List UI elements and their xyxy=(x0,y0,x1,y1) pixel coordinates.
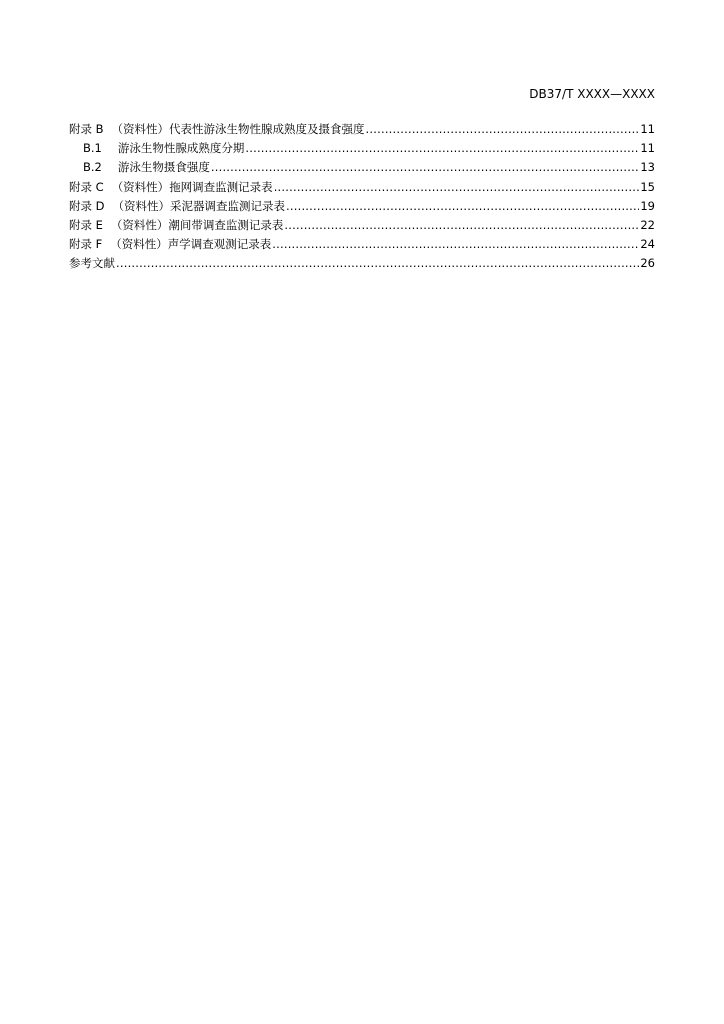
dot-leader xyxy=(274,178,640,197)
toc-note: （资料性） xyxy=(111,122,170,136)
toc-page-number: 22 xyxy=(640,217,655,232)
toc-page-number: 11 xyxy=(640,141,655,156)
toc-page-number: 19 xyxy=(640,198,655,213)
dot-leader xyxy=(245,139,639,158)
toc-entry-appendix-d[interactable] xyxy=(69,197,655,216)
toc-prefix: 附录 B xyxy=(69,122,104,136)
toc-prefix: B.1 xyxy=(83,141,102,156)
toc-title: 代表性游泳生物性腺成熟度及摄食强度 xyxy=(169,122,365,136)
dot-leader xyxy=(211,158,639,177)
toc-note: （资料性） xyxy=(112,198,171,213)
toc-entry-b1[interactable] xyxy=(69,139,655,158)
toc-title: 采泥器调查监测记录表 xyxy=(170,198,286,213)
toc-page-number: 11 xyxy=(640,122,655,136)
toc-entry-appendix-f[interactable] xyxy=(69,235,655,254)
toc-page-number: 24 xyxy=(640,237,655,252)
toc-title: 游泳生物摄食强度 xyxy=(117,160,210,175)
toc-note: （资料性） xyxy=(111,179,170,194)
toc-prefix: 附录 E xyxy=(69,217,103,232)
toc-title: 声学调查观测记录表 xyxy=(167,237,272,252)
toc-entry-references[interactable] xyxy=(69,254,655,273)
toc-prefix: 附录 F xyxy=(69,237,103,252)
toc-prefix: B.2 xyxy=(83,160,102,175)
toc-title: 游泳生物性腺成熟度分期 xyxy=(117,141,245,156)
dot-leader xyxy=(286,197,639,216)
toc-page-number: 26 xyxy=(640,256,655,271)
dot-leader xyxy=(116,254,639,273)
toc-entry-appendix-c[interactable] xyxy=(69,178,655,197)
toc-title: 参考文献 xyxy=(69,256,115,271)
toc-page-number: 15 xyxy=(640,179,655,194)
toc-title: 拖网调查监测记录表 xyxy=(169,179,273,194)
dot-leader xyxy=(284,216,639,235)
document-code: DB37/T XXXX—XXXX xyxy=(529,87,655,101)
toc-entry-appendix-b[interactable] xyxy=(69,120,655,139)
toc-prefix: 附录 D xyxy=(69,198,105,213)
toc-prefix: 附录 C xyxy=(69,179,104,194)
toc-page-number: 13 xyxy=(640,160,655,175)
toc-entry-appendix-e[interactable] xyxy=(69,216,655,235)
table-of-contents xyxy=(69,120,655,274)
dot-leader xyxy=(272,235,639,254)
dot-leader xyxy=(366,120,640,139)
toc-note: （资料性） xyxy=(110,217,169,232)
toc-entry-b2[interactable] xyxy=(69,158,655,177)
toc-note: （资料性） xyxy=(110,237,168,252)
toc-title: 潮间带调查监测记录表 xyxy=(168,217,284,232)
